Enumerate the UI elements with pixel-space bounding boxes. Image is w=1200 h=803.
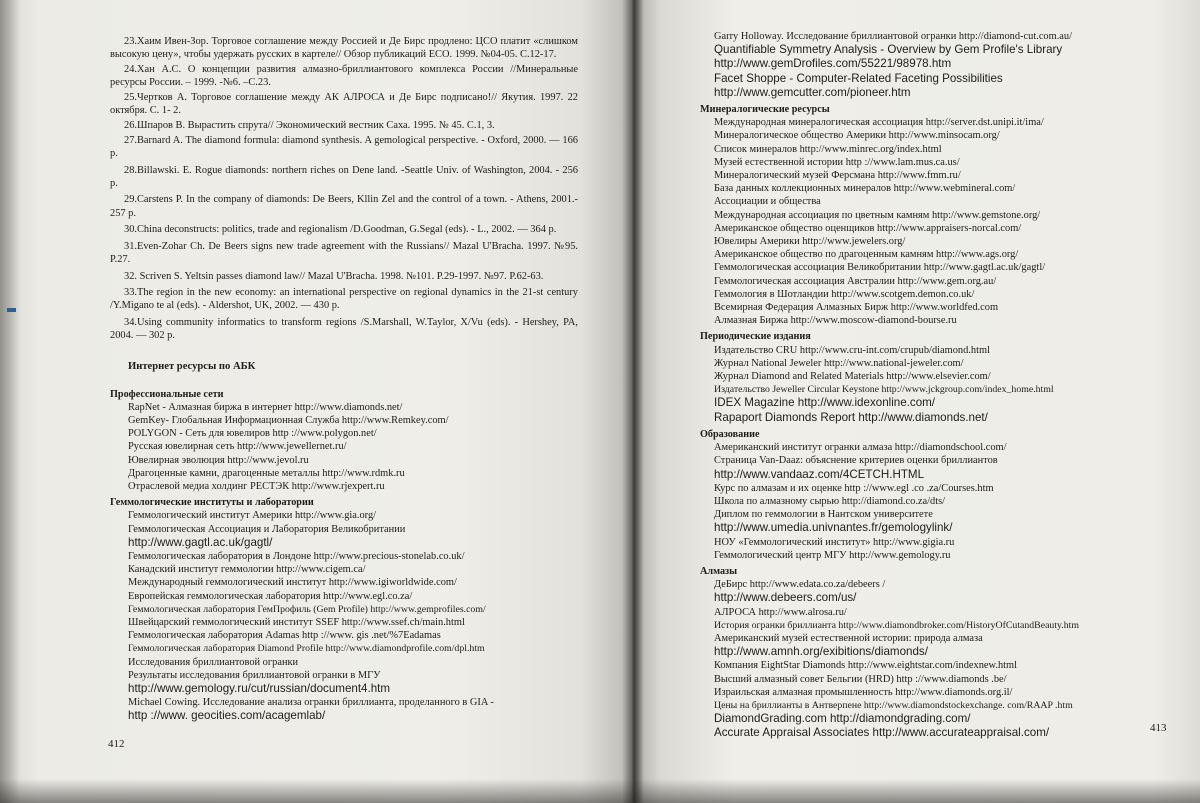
- resource-list: [110, 401, 578, 493]
- resource-list: [700, 578, 1160, 740]
- reference-item: 34.Using community informatics to transform regions /S.Marshall, W.Taylor, X/Vu (eds). - Hershey, PA, 2004. — 302 p.: [110, 316, 578, 342]
- resource-item: Швейцарский геммологический институт SSEF http://www.ssef.ch/main.html: [128, 617, 465, 629]
- resource-item: Геммологическая Ассоциация и Лаборатория Великобритании: [128, 523, 406, 535]
- resource-item: http ://www. geocities.com/acagemlab/: [128, 709, 326, 723]
- resource-item: НОУ «Геммологический институт» http://www.gigia.ru: [714, 536, 955, 548]
- resource-item: Школа по алмазному сырью http://diamond.co.za/dts/: [714, 495, 946, 507]
- resource-item: Facet Shoppe - Computer-Related Faceting Possibilities: [714, 71, 1003, 85]
- section-heading: Геммологические институты и лаборатории: [110, 497, 314, 509]
- resource-item: Ассоциации и общества: [714, 196, 821, 208]
- section-heading: Минералогические ресурсы: [700, 104, 830, 116]
- resource-item: Rapaport Diamonds Report http://www.diamonds.net/: [714, 410, 988, 424]
- reference-item: 33.The region in the new economy: an international perspective on regional dynamics in the 21-st century /Y.Migano te al (eds). - Aldershot, UK, 2002. — 430 p.: [110, 287, 578, 312]
- left-page-text: [110, 35, 578, 724]
- reference-item: 28.Billawski. E. Rogue diamonds: northern riches on Dene land. -Seattle Univ. of Washington, 2004. - 256 p.: [110, 164, 578, 189]
- resource-item: Русская ювелирная сеть http://www.jewellernet.ru/: [128, 441, 347, 453]
- resource-item: POLYGON - Сеть для ювелиров http ://www.polygon.net/: [128, 428, 377, 440]
- resource-item: Журнал Diamond and Related Materials http://www.elsevier.com/: [714, 371, 991, 383]
- resource-item: http://www.gemology.ru/cut/russian/document4.htm: [128, 682, 391, 696]
- resource-item: Геммология в Шотландии http://www.scotgem.demon.co.uk/: [714, 288, 975, 300]
- reference-item: 26.Шпаров В. Вырастить спрута// Экономический вестник Саха. 1995. № 45. C.1, 3.: [124, 120, 495, 131]
- reference-item: 24.Хан А.С. О концепции развития алмазно-бриллиантового комплекса России //Минеральные ресурсы России. – 1999. -№6. –С.23.: [110, 64, 578, 89]
- resource-item: http://www.vandaaz.com/4CETCH.HTML: [714, 467, 925, 481]
- resource-item: Геммологическая ассоциация Австралии http://www.gem.org.au/: [714, 275, 997, 287]
- page-edge-mark: [7, 308, 16, 312]
- resource-item: Геммологический центр МГУ http://www.gemology.ru: [714, 549, 951, 561]
- resource-item: Минералогический музей Ферсмана http://www.fmm.ru/: [714, 170, 961, 182]
- section-heading: Образование: [700, 428, 760, 440]
- resource-item: Европейская геммологическая лаборатория http://www.egl.co.za/: [128, 590, 413, 602]
- resource-item: Геммологическая ассоциация Великобритании http://www.gagtl.ac.uk/gagtl/: [714, 262, 1046, 274]
- resource-item: Алмазная Биржа http://www.moscow-diamond-bourse.ru: [714, 315, 957, 327]
- resource-item: Отраслевой медиа холдинг РЕСТЭК http://www.rjexpert.ru: [128, 481, 385, 492]
- bottom-shadow: [0, 779, 1200, 803]
- book-gutter: [622, 0, 644, 803]
- resource-item: Список минералов http://www.minrec.org/index.html: [714, 143, 942, 155]
- resource-item: Израильская алмазная промышленность http://www.diamonds.org.il/: [714, 686, 1013, 698]
- resource-item: Michael Cowing. Исследование анализа огранки бриллианта, проделанного в GIA -: [128, 697, 494, 709]
- resource-list: [700, 30, 1160, 100]
- page-number: 412: [108, 738, 125, 750]
- resource-item: Геммологический институт Америки http://www.gia.org/: [128, 510, 377, 522]
- resource-item: Garry Holloway. Исследование бриллиантовой огранки http://diamond-cut.com.au/: [714, 31, 1072, 42]
- resource-item: Геммологическая лаборатория Diamond Profile http://www.diamondprofile.com/dpl.htm: [128, 643, 485, 655]
- resource-item: Американское общество оценщиков http://www.appraisers-norcal.com/: [714, 222, 1022, 234]
- resource-item: http://www.gemcutter.com/pioneer.htm: [714, 85, 911, 99]
- references-list: [110, 35, 578, 342]
- resource-item: Высший алмазный совет Бельгии (HRD) http ://www.diamonds .be/: [714, 673, 1007, 685]
- resource-item: Ювелиры Америки http://www.jewelers.org/: [714, 236, 906, 248]
- resource-item: База данных коллекционных минералов http://www.webmineral.com/: [714, 183, 1016, 195]
- resource-list: [700, 344, 1160, 425]
- section-heading: Периодические издания: [700, 331, 811, 343]
- resource-item: Канадский институт геммологии http://www.cigem.ca/: [128, 564, 366, 576]
- resource-item: Музей естественной истории http ://www.lam.mus.ca.us/: [714, 156, 960, 168]
- reference-item: 32. Scriven S. Yeltsin passes diamond law// Mazal U'Bracha. 1998. №101. P.29-1997. №97. P.62-63.: [124, 270, 544, 282]
- reference-item: 27.Barnard A. The diamond formula: diamond synthesis. A gemological perspective. - Oxford, 2000. — 166 p.: [110, 134, 578, 159]
- resource-item: Международная ассоциация по цветным камням http://www.gemstone.org/: [714, 209, 1041, 221]
- resource-item: Журнал National Jeweler http://www.national-jeweler.com/: [714, 357, 964, 369]
- page-edge-shadow: [0, 0, 20, 803]
- resource-item: Диплом по геммологии в Нантском университете: [714, 509, 933, 521]
- resource-list: [700, 116, 1160, 327]
- resource-item: Исследования бриллиантовой огранки: [128, 656, 299, 668]
- resource-item: http://www.umedia.univnantes.fr/gemologylink/: [714, 521, 953, 535]
- resource-item: АЛРОСА http://www.alrosa.ru/: [714, 606, 847, 618]
- resource-item: История огранки бриллианта http://www.diamondbroker.com/HistoryOfCutandBeauty.htm: [714, 619, 1079, 631]
- resource-item: Цены на бриллианты в Антверпене http://www.diamondstockexchange. com/RAAP .htm: [714, 699, 1073, 711]
- resource-item: Результаты исследования бриллиантовой огранки в МГУ: [128, 669, 381, 681]
- resource-item: Международная минералогическая ассоциация http://server.dst.unipi.it/ima/: [714, 117, 1044, 129]
- reference-item: 25.Чертков А. Торговое соглашение между АК АЛРОСА и Де Бирс подписано!// Якутия. 1997. 22 октября. С. 1- 2.: [110, 92, 578, 117]
- resource-item: GemKey- Глобальная Информационная Служба http://www.Remkey.com/: [128, 414, 449, 426]
- resource-item: http://www.gemDrofiles.com/55221/98978.htm: [714, 57, 952, 71]
- resource-item: http://www.debeers.com/us/: [714, 591, 857, 605]
- resource-item: Американское общество по драгоценным камням http://www.ags.org/: [714, 249, 1019, 261]
- resource-item: http://www.amnh.org/exibitions/diamonds/: [714, 645, 928, 659]
- resource-item: Компания EightStar Diamonds http://www.eightstar.com/indexnew.html: [714, 660, 1018, 672]
- resource-item: IDEX Magazine http://www.idexonline.com/: [714, 396, 936, 410]
- section-heading: Алмазы: [700, 565, 738, 577]
- reference-item: 31.Even-Zohar Ch. De Beers signs new trade agreement with the Russians// Mazal U'Bracha. 1997. №95. P.27.: [110, 240, 578, 265]
- reference-item: 30.China deconstructs: politics, trade and regionalism /D.Goodman, G.Segal (eds). - L., 2002. — 364 p.: [124, 224, 557, 236]
- section-heading: Профессиональные сети: [110, 388, 224, 400]
- right-page: [632, 0, 1200, 803]
- resource-item: ДеБирс http://www.edata.co.za/debeers /: [714, 579, 886, 591]
- resource-item: Геммологическая лаборатория ГемПрофиль (Gem Profile) http://www.gemprofiles.com/: [128, 603, 486, 615]
- resource-item: Ювелирная эволюция http://www.jevol.ru: [128, 454, 309, 466]
- resource-item: Accurate Appraisal Associates http://www.accurateappraisal.com/: [714, 726, 1050, 740]
- resource-item: RapNet - Алмазная биржа в интернет http://www.diamonds.net/: [128, 401, 403, 413]
- resource-list: [700, 441, 1160, 562]
- resource-item: Минералогическое общество Америки http://www.minsocam.org/: [714, 130, 1000, 142]
- resource-item: Курс по алмазам и их оценке http ://www.egl .co .za/Courses.htm: [714, 482, 994, 494]
- internet-resources-title: Интернет ресурсы по АБК: [128, 361, 256, 373]
- resource-item: Международный геммологический институт http://www.igiworldwide.com/: [128, 577, 457, 589]
- resource-item: Американский музей естественной истории: природа алмаза: [714, 632, 983, 644]
- resource-item: Геммологическая лаборатория в Лондоне http://www.precious-stonelab.co.uk/: [128, 551, 465, 563]
- resource-item: DiamondGrading.com http://diamondgrading.com/: [714, 712, 971, 726]
- reference-item: 29.Carstens P. In the company of diamonds: De Beers, Kllin Zel and the control of a town. - Athens, 2001.- 257 p.: [110, 194, 578, 219]
- reference-item: 23.Хаим Ивен-Зор. Торговое соглашение между Россией и Де Бирс продлено: ЦСО платит «слишком высокую цену», чтобы удержать русских в картеле// Обзор публикаций ECO. 1999. №04-05. C.12-17.: [110, 36, 578, 61]
- resource-item: Всемирная Федерация Алмазных Бирж http://www.worldfed.com: [714, 302, 999, 314]
- resource-item: Издательство Jeweller Circular Keystone http://www.jckgroup.com/index_home.html: [714, 384, 1054, 396]
- page-number: 413: [1150, 722, 1167, 734]
- resource-item: Quantifiable Symmetry Analysis - Overview by Gem Profile's Library: [714, 43, 1063, 57]
- resource-item: Драгоценные камни, драгоценные металлы http://www.rdmk.ru: [128, 467, 405, 479]
- resource-item: Геммологическая лаборатория Adamas http ://www. gis .net/%7Eadamas: [128, 630, 441, 642]
- resource-list: [110, 509, 578, 723]
- resource-item: Издательство CRU http://www.cru-int.com/crupub/diamond.html: [714, 344, 990, 356]
- right-page-text: [700, 30, 1160, 741]
- resource-item: Американский институт огранки алмаза http://diamondschool.com/: [714, 442, 1007, 454]
- resource-item: Страница Van-Daaz: объяснение критериев оценки бриллиантов: [714, 455, 998, 467]
- resource-item: http://www.gagtl.ac.uk/gagtl/: [128, 535, 273, 549]
